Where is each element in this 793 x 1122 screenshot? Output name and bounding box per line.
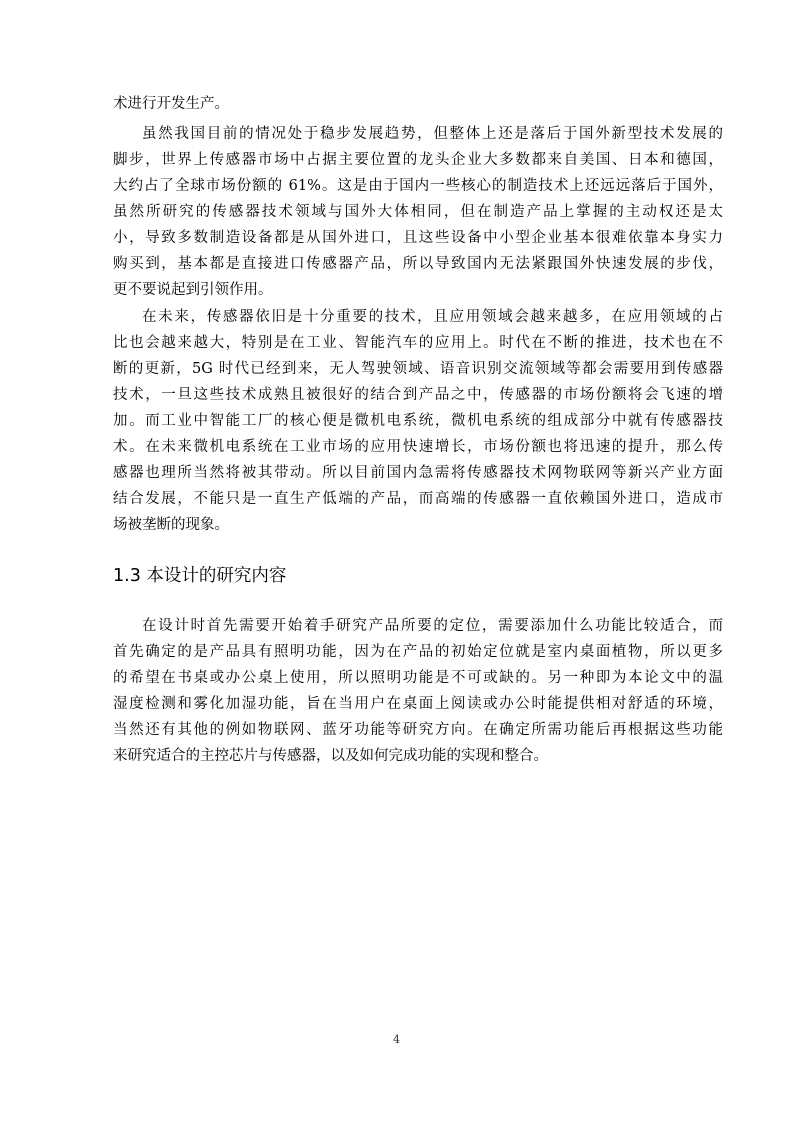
paragraph-2-line: 加。而工业中智能工厂的核心便是微机电系统，微机电系统的组成部分中就有传感器技 (113, 413, 723, 429)
paragraph-3-line: 来研究适合的主控芯片与传感器，以及如何完成功能的实现和整合。 (113, 748, 548, 764)
paragraph-1-line: 虽然所研究的传感器技术领域与国外大体相同，但在制造产品上掌握的主动权还是太 (113, 204, 723, 220)
paragraph-3-line: 的希望在书桌或办公桌上使用，所以照明功能是不可或缺的。另一种即为本论文中的温 (113, 670, 723, 686)
paragraph-1-line: 购买到，基本都是直接进口传感器产品，所以导致国内无法紧跟国外快速发展的步伐， (113, 256, 723, 272)
paragraph-continuation-line: 术进行开发生产。 (113, 96, 229, 112)
paragraph-1-line: 更不要说起到引领作用。 (113, 282, 273, 298)
paragraph-3-line: 在设计时首先需要开始着手研究产品所要的定位，需要添加什么功能比较适合，而 (142, 618, 723, 634)
page-number: 4 (393, 1033, 400, 1046)
paragraph-2-line: 场被垄断的现象。 (113, 517, 229, 533)
paragraph-2-line: 术。在未来微机电系统在工业市场的应用快速增长，市场份额也将迅速的提升，那么传 (113, 439, 723, 455)
paragraph-2-line: 在未来，传感器依旧是十分重要的技术，且应用领域会越来越多，在应用领域的占 (142, 309, 723, 325)
paragraph-1-line: 虽然我国目前的情况处于稳步发展趋势，但整体上还是落后于国外新型技术发展的 (142, 126, 723, 142)
paragraph-3-line: 当然还有其他的例如物联网、蓝牙功能等研究方向。在确定所需功能后再根据这些功能 (113, 722, 723, 738)
paragraph-1-line: 脚步，世界上传感器市场中占据主要位置的龙头企业大多数都来自美国、日本和德国， (113, 152, 723, 168)
paragraph-1-line: 小，导致多数制造设备都是从国外进口，且这些设备中小型企业基本很难依靠本身实力 (113, 230, 723, 246)
paragraph-2-line: 结合发展，不能只是一直生产低端的产品，而高端的传感器一直依赖国外进口，造成市 (113, 491, 723, 507)
section-heading: 1.3 本设计的研究内容 (113, 566, 287, 586)
paragraph-3-line: 首先确定的是产品具有照明功能，因为在产品的初始定位就是室内桌面植物，所以更多 (113, 644, 723, 660)
paragraph-2-line: 断的更新，5G 时代已经到来，无人驾驶领域、语音识别交流领域等都会需要用到传感器 (113, 361, 723, 377)
paragraph-2-line: 技术，一旦这些技术成熟且被很好的结合到产品之中，传感器的市场份额将会飞速的增 (113, 387, 723, 403)
paragraph-2-line: 比也会越来越大，特别是在工业、智能汽车的应用上。时代在不断的推进，技术也在不 (113, 335, 723, 351)
paragraph-2-line: 感器也理所当然将被其带动。所以目前国内急需将传感器技术网物联网等新兴产业方面 (113, 465, 723, 481)
paragraph-1-line: 大约占了全球市场份额的 61%。这是由于国内一些核心的制造技术上还远远落后于国外， (113, 178, 723, 194)
paragraph-3-line: 湿度检测和雾化加湿功能，旨在当用户在桌面上阅读或办公时能提供相对舒适的环境， (113, 696, 723, 712)
